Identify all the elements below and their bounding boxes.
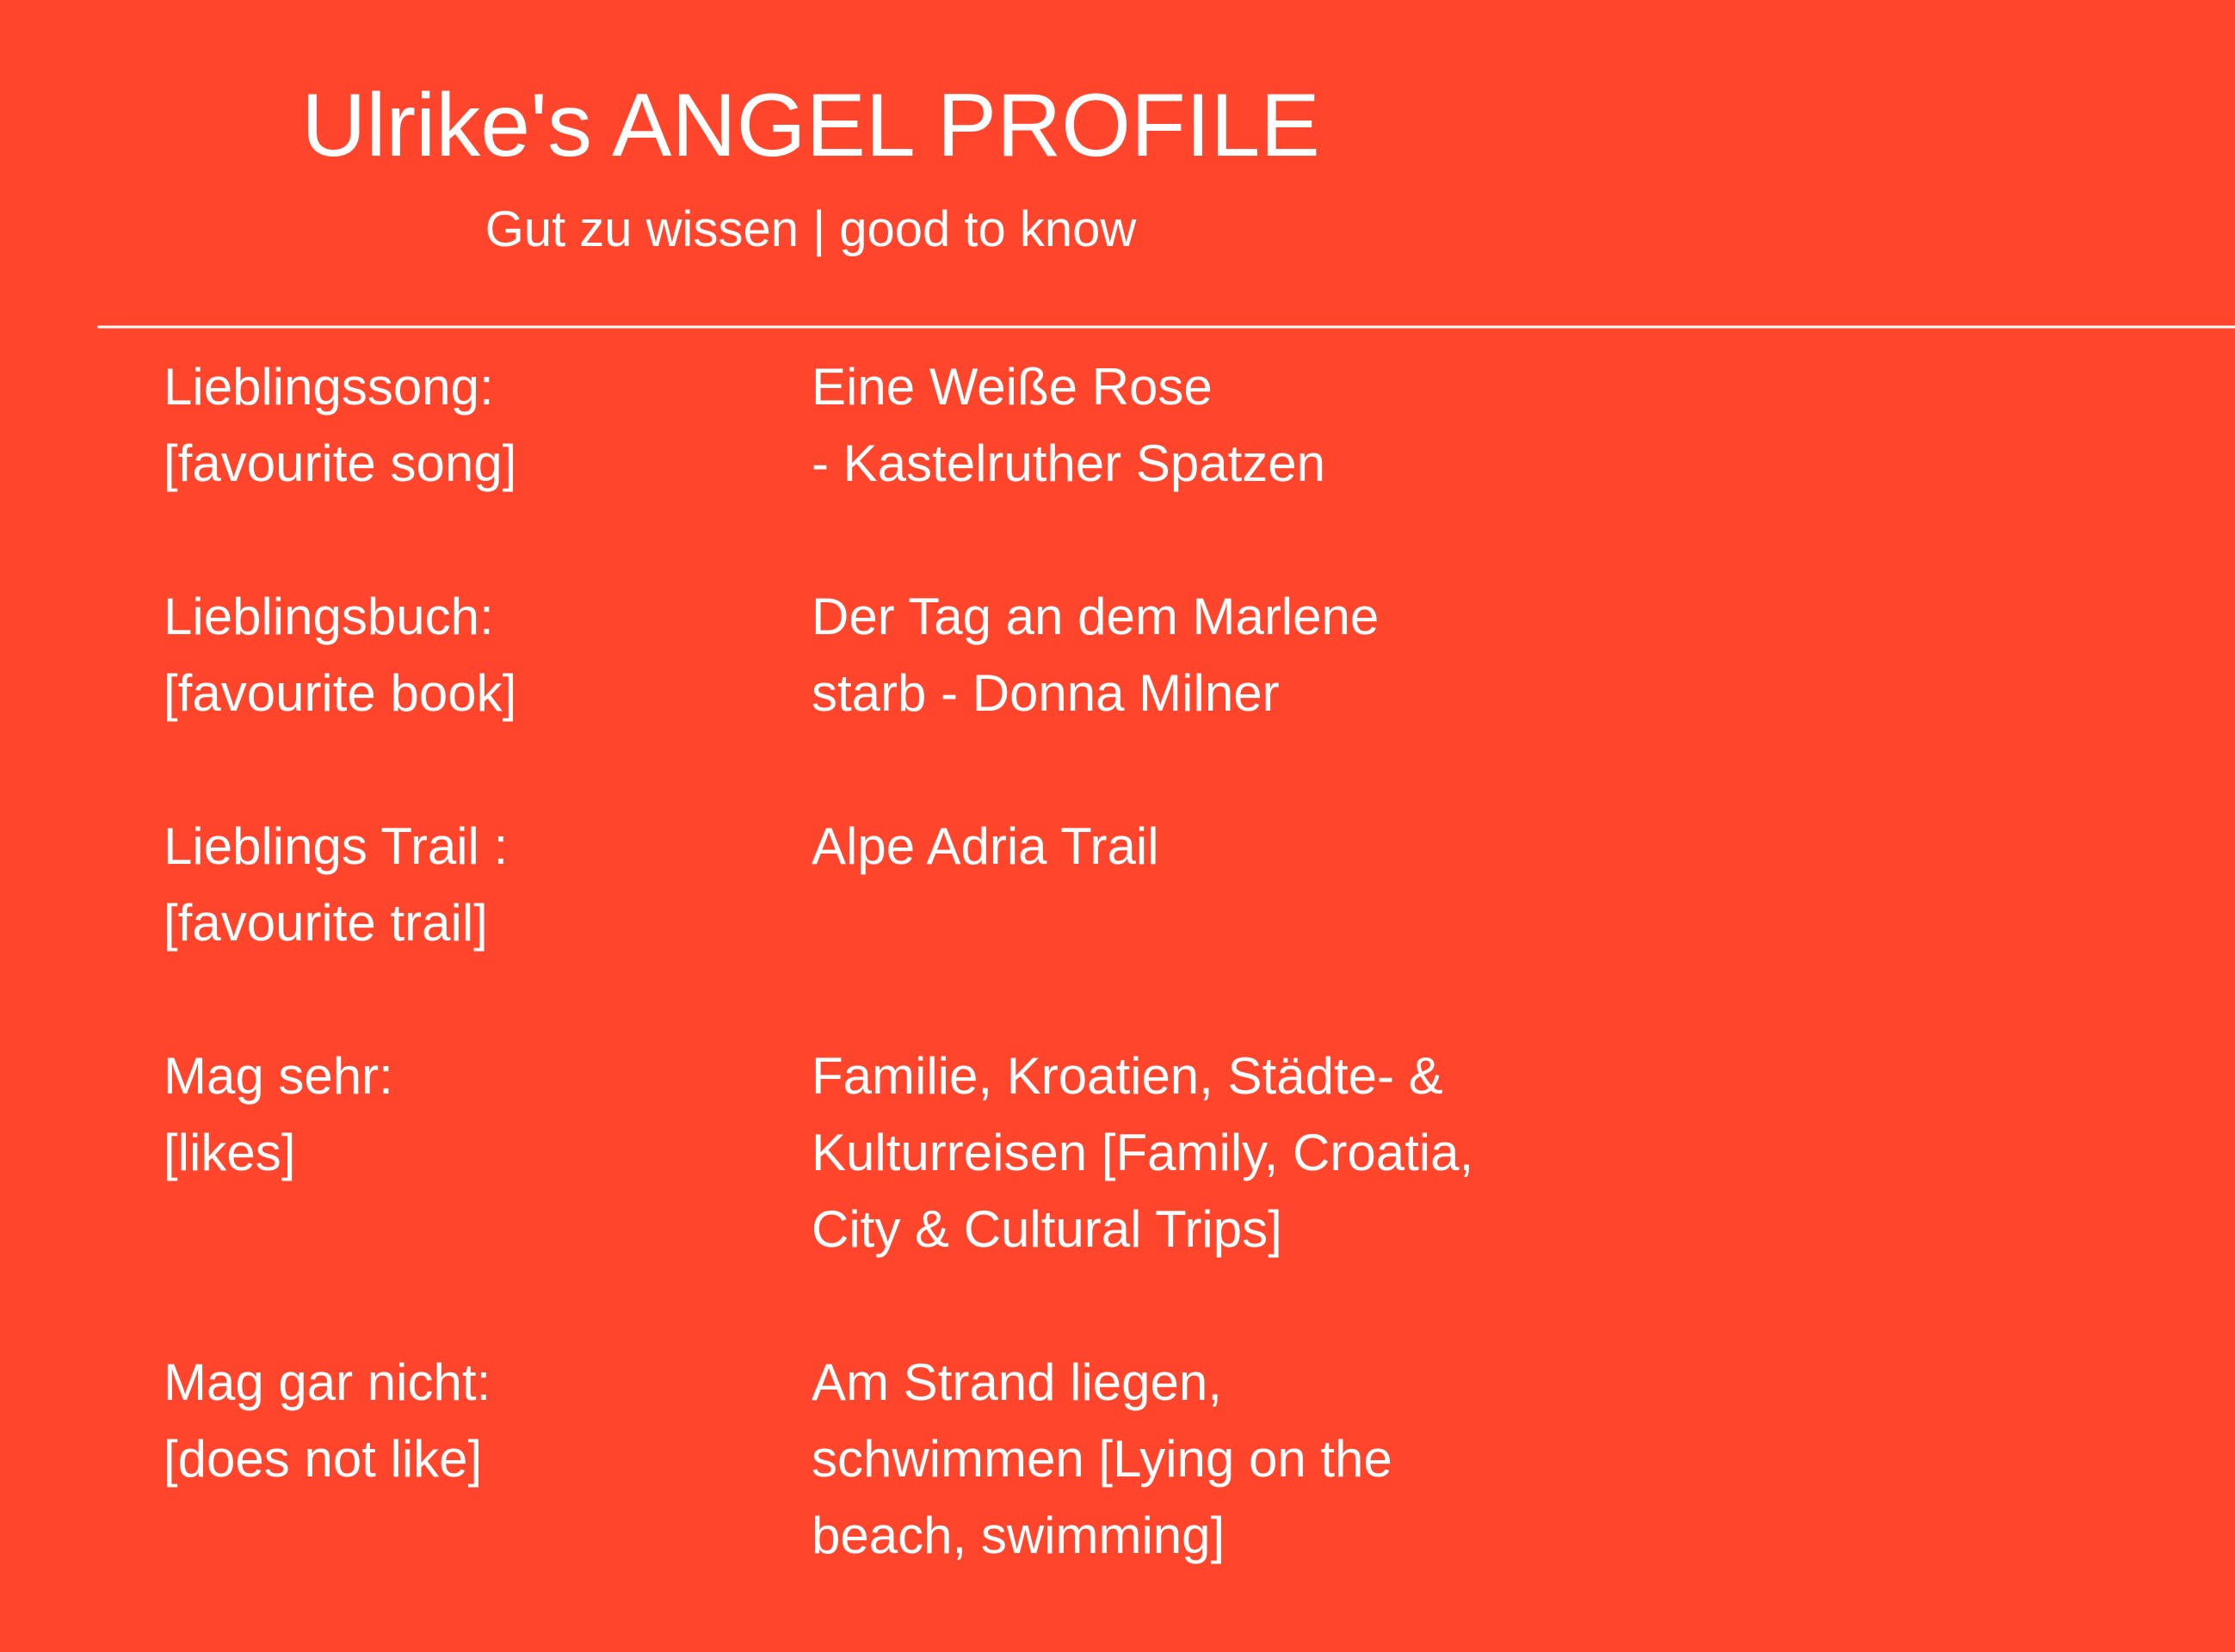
label-english: [favourite song] [164, 435, 517, 492]
value-line: beach, swimming] [812, 1507, 1226, 1564]
row-label [164, 578, 766, 731]
value-line: Am Strand liegen, [812, 1353, 1222, 1411]
row-value [812, 578, 1526, 731]
row-value [812, 808, 1526, 885]
value-line: Kulturreisen [Family, Croatia, [812, 1124, 1474, 1181]
value-line: Familie, Kroatien, Städte- & [812, 1047, 1443, 1105]
row-value [812, 1344, 1526, 1574]
row-label [164, 348, 766, 502]
label-english: [likes] [164, 1124, 296, 1181]
value-line: Der Tag an dem Marlene [812, 588, 1380, 645]
value-line: - Kastelruther Spatzen [812, 435, 1325, 492]
row-value [812, 348, 1526, 502]
row-label [164, 808, 766, 961]
label-english: [favourite book] [164, 664, 517, 722]
label-german: Lieblings Trail : [164, 817, 509, 875]
label-german: Lieblingssong: [164, 358, 494, 416]
label-english: [favourite trail] [164, 894, 488, 952]
row-label [164, 1344, 766, 1497]
row-value [812, 1038, 1526, 1267]
label-german: Mag gar nicht: [164, 1353, 491, 1411]
page-subtitle: Gut zu wissen | good to know [485, 201, 1137, 257]
value-line: schwimmen [Lying on the [812, 1430, 1392, 1488]
value-line: starb - Donna Milner [812, 664, 1280, 722]
row-label [164, 1038, 766, 1191]
value-line: Eine Weiße Rose [812, 358, 1213, 416]
page-title: Ulrike's ANGEL PROFILE [301, 76, 1320, 176]
label-german: Mag sehr: [164, 1047, 393, 1105]
divider-line: _____________________________________________________________________________________________ [98, 284, 2235, 330]
label-german: Lieblingsbuch: [164, 588, 494, 645]
value-line: Alpe Adria Trail [812, 817, 1159, 875]
value-line: City & Cultural Trips] [812, 1200, 1282, 1258]
label-english: [does not like] [164, 1430, 483, 1488]
